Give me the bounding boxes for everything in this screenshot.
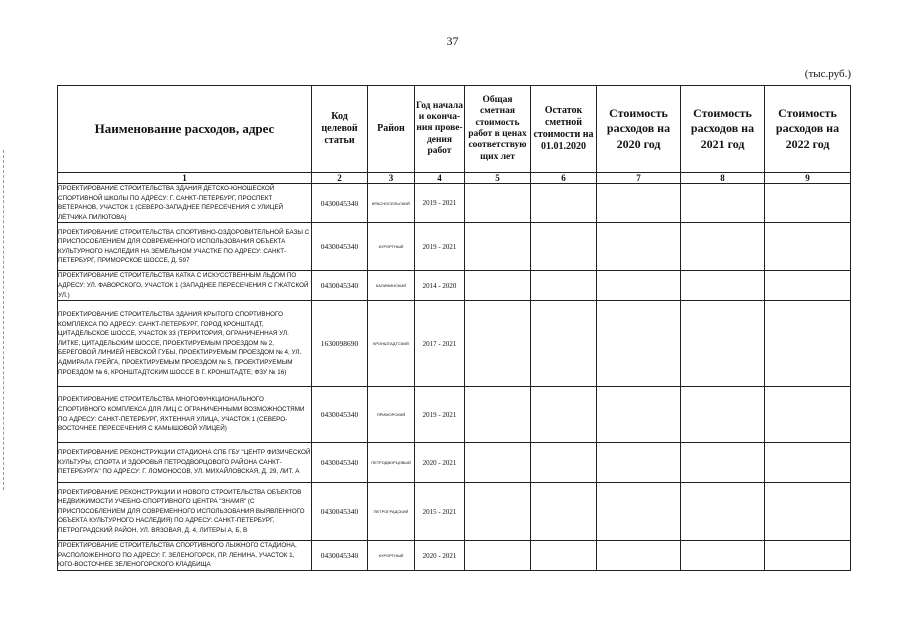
column-number: 7	[597, 173, 681, 184]
row-district: КАЛИНИНСКИЙ	[368, 271, 415, 301]
row-code: 0430045340	[312, 223, 368, 271]
row-name: ПРОЕКТИРОВАНИЕ СТРОИТЕЛЬСТВА ЗДАНИЯ КРЫТОГО СПОРТИВНОГО КОМПЛЕКСА ПО АДРЕСУ: САНКТ-ПЕТЕРБУРГ, ГОРОД КРОНШТАДТ, ЦИТАДЕЛЬСКОЕ ШОССЕ, УЧАСТОК 33 (ТЕРРИТОРИЯ, ОГРАНИЧЕННАЯ УЛ. ЛИТКЕ, ЦИТАДЕЛЬСКИМ ШОССЕ, ПРОЕКТИРУЕМЫМ ПРОЕЗДОМ № 2, БЕРЕГОВОЙ ЛИНИЕЙ НЕВСКОЙ ГУБЫ, ПРОЕКТИРУЕМЫМ ПРОЕЗДОМ № 4, УЛ. АДМИРАЛА ГРЕЙГА, ПРОЕКТИРУЕМЫМ ПРОЕЗДОМ № 5, ПРОЕКТИРУЕМЫМ ПРОЕЗДОМ № 6, КРОНШТАДТСКИМ ШОССЕ В Г. КРОНШТАДТЕ; ФЗУ № 16)	[58, 301, 312, 387]
row-code: 0430045340	[312, 271, 368, 301]
header-row	[58, 86, 851, 173]
row-cost-2021	[681, 541, 765, 571]
table-body	[58, 173, 851, 571]
column-number: 3	[368, 173, 415, 184]
page-number: 37	[446, 34, 459, 48]
row-years: 2014 - 2020	[415, 271, 465, 301]
column-number: 6	[531, 173, 597, 184]
row-years: 2019 - 2021	[415, 223, 465, 271]
row-code: 1630098690	[312, 301, 368, 387]
column-number: 1	[58, 173, 312, 184]
row-cost-2022	[765, 443, 851, 483]
row-total-cost	[465, 541, 531, 571]
row-cost-2020	[597, 387, 681, 443]
column-number: 4	[415, 173, 465, 184]
row-district: КУРОРТНЫЙ	[368, 223, 415, 271]
row-cost-2020	[597, 223, 681, 271]
row-years: 2015 - 2021	[415, 483, 465, 541]
row-years: 2019 - 2021	[415, 387, 465, 443]
row-cost-2021	[681, 443, 765, 483]
table-row	[58, 483, 851, 541]
row-remaining	[531, 387, 597, 443]
row-years: 2019 - 2021	[415, 184, 465, 223]
unit-label: (тыс.руб.)	[804, 68, 851, 80]
table-row	[58, 301, 851, 387]
row-code: 0430045340	[312, 184, 368, 223]
row-years: 2017 - 2021	[415, 301, 465, 387]
row-district: КРАСНОСЕЛЬСКИЙ	[368, 184, 415, 223]
row-remaining	[531, 271, 597, 301]
row-cost-2021	[681, 271, 765, 301]
row-total-cost	[465, 483, 531, 541]
header-remaining: Остаток сметной стоимости на 01.01.2020	[531, 86, 597, 173]
row-cost-2020	[597, 541, 681, 571]
table-row	[58, 184, 851, 223]
header-years: Год начала и оконча-ния прове-дения работ	[415, 86, 465, 173]
row-remaining	[531, 184, 597, 223]
row-remaining	[531, 541, 597, 571]
row-district: ПЕТРОДВОРЦОВЫЙ	[368, 443, 415, 483]
header-code: Код целевой статьи	[312, 86, 368, 173]
header-total-cost: Общая сметная стоимость работ в ценах соответствую щих лет	[465, 86, 531, 173]
row-cost-2020	[597, 483, 681, 541]
table-row	[58, 271, 851, 301]
row-name: ПРОЕКТИРОВАНИЕ РЕКОНСТРУКЦИИ СТАДИОНА СПБ ГБУ "ЦЕНТР ФИЗИЧЕСКОЙ КУЛЬТУРЫ, СПОРТА И ЗДОРОВЬЯ ПЕТРОДВОРЦОВОГО РАЙОНА САНКТ-ПЕТЕРБУРГА" ПО АДРЕСУ: Г. ЛОМОНОСОВ, УЛ. МИХАЙЛОВСКАЯ, Д. 29, ЛИТ. А	[58, 443, 312, 483]
row-cost-2021	[681, 301, 765, 387]
row-total-cost	[465, 184, 531, 223]
row-cost-2020	[597, 184, 681, 223]
row-name: ПРОЕКТИРОВАНИЕ СТРОИТЕЛЬСТВА КАТКА С ИСКУССТВЕННЫМ ЛЬДОМ ПО АДРЕСУ: УЛ. ФАВОРСКОГО, УЧАСТОК 1 (ЗАПАДНЕЕ ПЕРЕСЕЧЕНИЯ С ГЖАТСКОЙ УЛ.)	[58, 271, 312, 301]
row-district: КРОНШТАДТСКИЙ	[368, 301, 415, 387]
row-remaining	[531, 223, 597, 271]
row-cost-2021	[681, 387, 765, 443]
row-total-cost	[465, 443, 531, 483]
row-total-cost	[465, 387, 531, 443]
column-number: 2	[312, 173, 368, 184]
row-remaining	[531, 483, 597, 541]
row-district: ПРИМОРСКИЙ	[368, 387, 415, 443]
row-cost-2021	[681, 483, 765, 541]
row-code: 0430045340	[312, 443, 368, 483]
row-cost-2020	[597, 271, 681, 301]
row-cost-2022	[765, 301, 851, 387]
row-cost-2022	[765, 483, 851, 541]
header-cost-2022: Стоимость расходов на 2022 год	[765, 86, 851, 173]
column-number: 8	[681, 173, 765, 184]
row-name: ПРОЕКТИРОВАНИЕ СТРОИТЕЛЬСТВА СПОРТИВНО-ОЗДОРОВИТЕЛЬНОЙ БАЗЫ С ПРИСПОСОБЛЕНИЕМ ДЛЯ СОВРЕМЕННОГО ИСПОЛЬЗОВАНИЯ ОБЪЕКТА КУЛЬТУРНОГО НАСЛЕДИЯ НА ЗЕМЕЛЬНОМ УЧАСТКЕ ПО АДРЕСУ: САНКТ-ПЕТЕРБУРГ, ПРИМОРСКОЕ ШОССЕ, Д. 597	[58, 223, 312, 271]
row-district: КУРОРТНЫЙ	[368, 541, 415, 571]
table-row	[58, 387, 851, 443]
table-row	[58, 541, 851, 571]
row-total-cost	[465, 301, 531, 387]
row-cost-2022	[765, 541, 851, 571]
margin-marks	[3, 150, 6, 490]
row-cost-2022	[765, 271, 851, 301]
row-code: 0430045340	[312, 387, 368, 443]
column-number: 9	[765, 173, 851, 184]
table-row	[58, 443, 851, 483]
row-total-cost	[465, 223, 531, 271]
row-cost-2021	[681, 184, 765, 223]
header-cost-2020: Стоимость расходов на 2020 год	[597, 86, 681, 173]
row-remaining	[531, 443, 597, 483]
row-name: ПРОЕКТИРОВАНИЕ СТРОИТЕЛЬСТВА ЗДАНИЯ ДЕТСКО-ЮНОШЕСКОЙ СПОРТИВНОЙ ШКОЛЫ ПО АДРЕСУ: Г. САНКТ-ПЕТЕРБУРГ, ПРОСПЕКТ ВЕТЕРАНОВ, УЧАСТОК 1 (СЕВЕРО-ЗАПАДНЕЕ ПЕРЕСЕЧЕНИЯ С УЛИЦЕЙ ЛЁТЧИКА ПИЛЮТОВА)	[58, 184, 312, 223]
row-code: 0430045340	[312, 541, 368, 571]
column-number: 5	[465, 173, 531, 184]
row-name: ПРОЕКТИРОВАНИЕ СТРОИТЕЛЬСТВА МНОГОФУНКЦИОНАЛЬНОГО СПОРТИВНОГО КОМПЛЕКСА ДЛЯ ЛИЦ С ОГРАНИЧЕННЫМИ ВОЗМОЖНОСТЯМИ ПО АДРЕСУ: САНКТ-ПЕТЕРБУРГ, ЯХТЕННАЯ УЛИЦА, УЧАСТОК 1 (СЕВЕРО-ВОСТОЧНЕЕ ПЕРЕСЕЧЕНИЯ С КАМЫШОВОЙ УЛИЦЕЙ)	[58, 387, 312, 443]
row-years: 2020 - 2021	[415, 443, 465, 483]
row-cost-2022	[765, 184, 851, 223]
row-code: 0430045340	[312, 483, 368, 541]
header-district: Район	[368, 86, 415, 173]
header-cost-2021: Стоимость расходов на 2021 год	[681, 86, 765, 173]
header-name: Наименование расходов, адрес	[58, 86, 312, 173]
column-number-row	[58, 173, 851, 184]
row-cost-2022	[765, 223, 851, 271]
row-cost-2020	[597, 443, 681, 483]
budget-table	[57, 85, 851, 571]
row-cost-2022	[765, 387, 851, 443]
row-total-cost	[465, 271, 531, 301]
row-name: ПРОЕКТИРОВАНИЕ РЕКОНСТРУКЦИИ И НОВОГО СТРОИТЕЛЬСТВА ОБЪЕКТОВ НЕДВИЖИМОСТИ УЧЕБНО-СПОРТИВНОГО ЦЕНТРА "ЗНАМЯ" (С ПРИСПОСОБЛЕНИЕМ ДЛЯ СОВРЕМЕННОГО ИСПОЛЬЗОВАНИЯ ВЫЯВЛЕННОГО ОБЪЕКТА КУЛЬТУРНОГО НАСЛЕДИЯ) ПО АДРЕСУ: САНКТ-ПЕТЕРБУРГ, ПЕТРОГРАДСКИЙ РАЙОН, УЛ. ВЯЗОВАЯ, Д. 4, ЛИТЕРЫ А, Б, В	[58, 483, 312, 541]
row-cost-2021	[681, 223, 765, 271]
row-name: ПРОЕКТИРОВАНИЕ СТРОИТЕЛЬСТВА СПОРТИВНОГО ЛЫЖНОГО СТАДИОНА, РАСПОЛОЖЕННОГО ПО АДРЕСУ: Г. ЗЕЛЕНОГОРСК, ПР. ЛЕНИНА, УЧАСТОК 1, ЮГО-ВОСТОЧНЕЕ ЗЕЛЕНОГОРСКОГО КЛАДБИЩА	[58, 541, 312, 571]
row-years: 2020 - 2021	[415, 541, 465, 571]
table-row	[58, 223, 851, 271]
row-remaining	[531, 301, 597, 387]
row-cost-2020	[597, 301, 681, 387]
row-district: ПЕТРОГРАДСКИЙ	[368, 483, 415, 541]
